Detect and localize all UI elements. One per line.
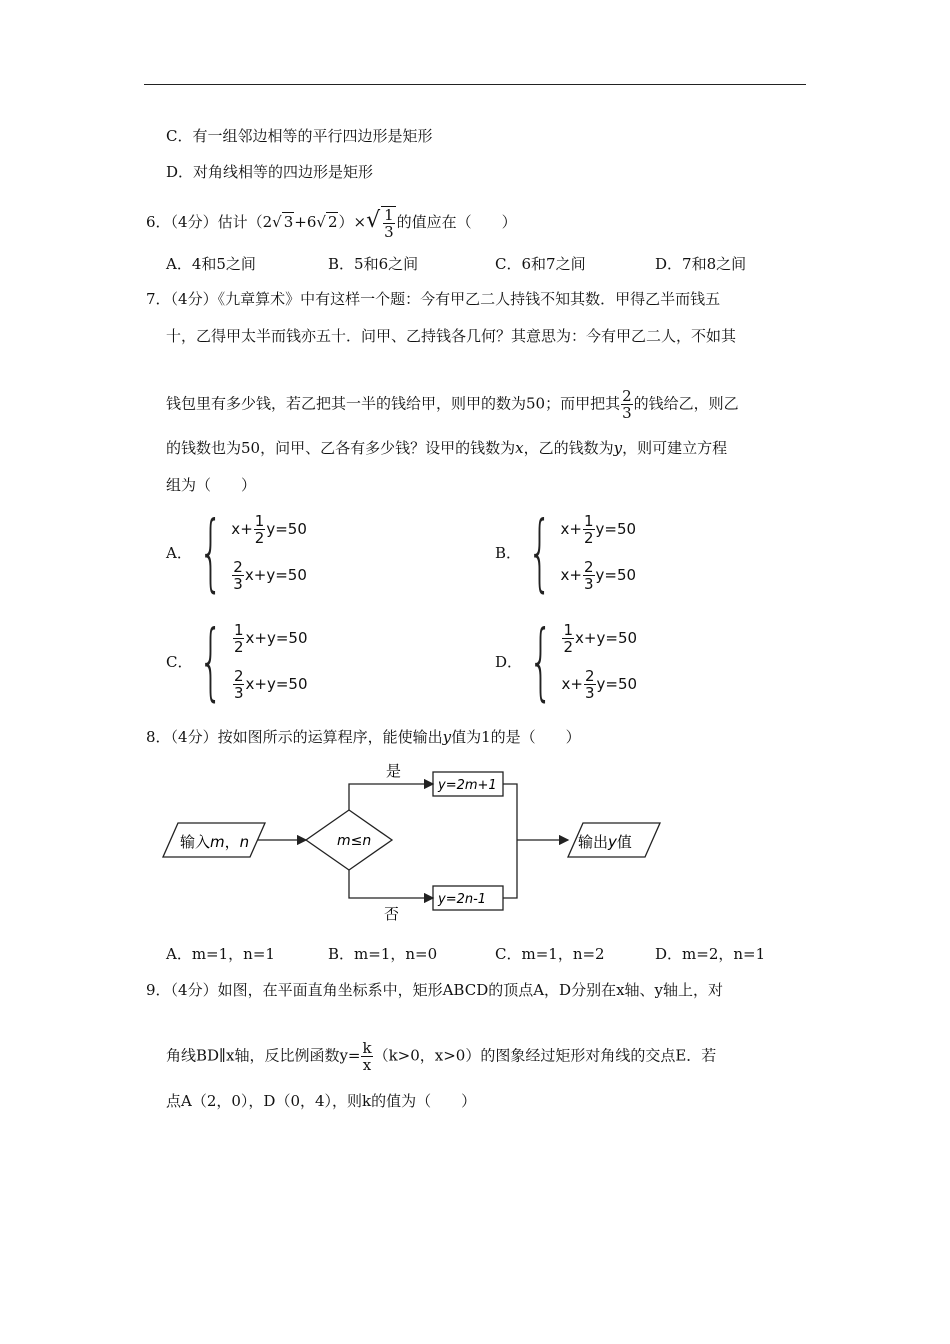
q8-var-y: y xyxy=(442,728,452,746)
left-brace: { xyxy=(199,612,224,710)
q7-line-1 xyxy=(146,289,720,309)
q8-option-c: C．m=1，n=2 xyxy=(495,945,605,963)
q7-line-4 xyxy=(166,438,727,458)
q7-var-x: x xyxy=(515,439,524,457)
q6-plus: +6 xyxy=(294,213,317,231)
q8-text: 8．（4分）按如图所示的运算程序，能使输出 xyxy=(146,728,443,746)
input-label: 输入m，n xyxy=(180,833,250,851)
q9-line-3: 点A（2，0），D（0，4），则k的值为（ ） xyxy=(166,1092,477,1110)
no-label: 否 xyxy=(384,905,400,923)
q6-option-b: B．5和6之间 xyxy=(328,255,419,273)
q9-line-2 xyxy=(166,1040,716,1073)
sqrt-2: √ 2 xyxy=(316,213,338,231)
yes-label: 是 xyxy=(386,762,402,780)
q6-option-c: C．6和7之间 xyxy=(495,255,586,273)
q7-text-3b: 的钱给乙，则乙 xyxy=(633,394,739,413)
header-rule xyxy=(144,84,806,85)
q7-line-5: 组为（ ） xyxy=(166,476,257,494)
q7-number: 7． xyxy=(146,290,171,308)
q7-option-b: B． { x + $\frac{1}{2}$ y =50 x + $\frac{2}{3}$ y =50 xyxy=(495,503,637,601)
q5-option-c: C．有一组邻边相等的平行四边形是矩形 xyxy=(166,127,433,145)
q6-stem-end: 的值应在（ ） xyxy=(396,213,517,231)
q8-text-2: 值为1的是（ ） xyxy=(451,728,581,746)
q8-option-d: D．m=2，n=1 xyxy=(655,945,766,963)
merge-connector xyxy=(503,784,517,898)
q6-option-a: A．4和5之间 xyxy=(166,255,256,273)
q8-option-b: B．m=1，n=0 xyxy=(328,945,438,963)
arrow-yes xyxy=(349,784,433,810)
option-label: D． xyxy=(495,652,523,671)
fraction-k-over-x: $\frac{k}{x}$ xyxy=(362,1039,372,1074)
left-brace: { xyxy=(528,612,553,710)
q7-text-3a: 钱包里有多少钱，若乙把其一半的钱给甲，则甲的数为50；而甲把其 xyxy=(166,394,621,413)
q5-option-d: D．对角线相等的四边形是矩形 xyxy=(166,163,374,181)
q7-var-y: y xyxy=(613,439,623,457)
option-label: B． xyxy=(495,543,522,562)
left-brace: { xyxy=(527,503,552,601)
q7-text-4c: ，则可建立方程 xyxy=(622,439,728,457)
q9-text-2b: （k>0，x>0）的图象经过矩形对角线的交点E．若 xyxy=(373,1046,717,1065)
question-8 xyxy=(146,727,581,747)
option-label: A． xyxy=(166,543,192,562)
option-label: C． xyxy=(166,652,193,671)
q7-line-3 xyxy=(166,388,739,421)
arrow-no xyxy=(349,870,433,898)
sqrt-3: √ 3 xyxy=(272,213,294,231)
flowchart xyxy=(160,755,670,930)
q7-option-c: C． { $\frac{1}{2}$ x + y =50 $\frac{2}{3}$ x + y =50 xyxy=(166,612,308,710)
q7-option-d: D． { $\frac{1}{2}$ x + y =50 x + $\frac{2}{3}$ y =50 xyxy=(495,612,638,710)
q6-stem-start: （4分）估计（2 xyxy=(170,213,273,231)
q7-text-4a: 的钱数也为50，问甲、乙各有多少钱？设甲的钱数为 xyxy=(166,439,516,457)
q7-text-4b: ，乙的钱数为 xyxy=(523,439,614,457)
q6-number: 6． xyxy=(146,213,171,231)
q6-option-d: D．7和8之间 xyxy=(655,255,747,273)
q7-line-2: 十，乙得甲太半而钱亦五十．问甲、乙持钱各几何？其意思为：今有甲乙二人，不如其 xyxy=(166,327,737,345)
q7-option-a: A． { x + $\frac{1}{2}$ y =50 $\frac{2}{3}$ x + y =50 xyxy=(166,503,307,601)
q8-option-a: A．m=1，n=1 xyxy=(166,945,275,963)
fraction-two-thirds: $\frac{2}{3}$ xyxy=(622,387,632,422)
q7-text-1: （4分）《九章算术》中有这样一个题：今有甲乙二人持钱不知其数．甲得乙半而钱五 xyxy=(170,290,721,308)
output-label: 输出y值 xyxy=(578,833,632,851)
q9-line-1: 9．（4分）如图，在平面直角坐标系中，矩形ABCD的顶点A，D分别在x轴、y轴上，对 xyxy=(146,981,724,999)
left-brace: { xyxy=(198,503,223,601)
q6-times: ）× xyxy=(338,213,367,231)
sqrt-one-third: √ $\frac{1}{3}$ xyxy=(366,206,394,241)
bottom-formula: y=2n-1 xyxy=(438,892,487,907)
q9-text-2a: 角线BD∥x轴，反比例函数y= xyxy=(166,1046,361,1065)
question-6 xyxy=(146,206,517,240)
top-formula: y=2m+1 xyxy=(438,778,497,793)
condition-label: m≤n xyxy=(337,833,372,849)
